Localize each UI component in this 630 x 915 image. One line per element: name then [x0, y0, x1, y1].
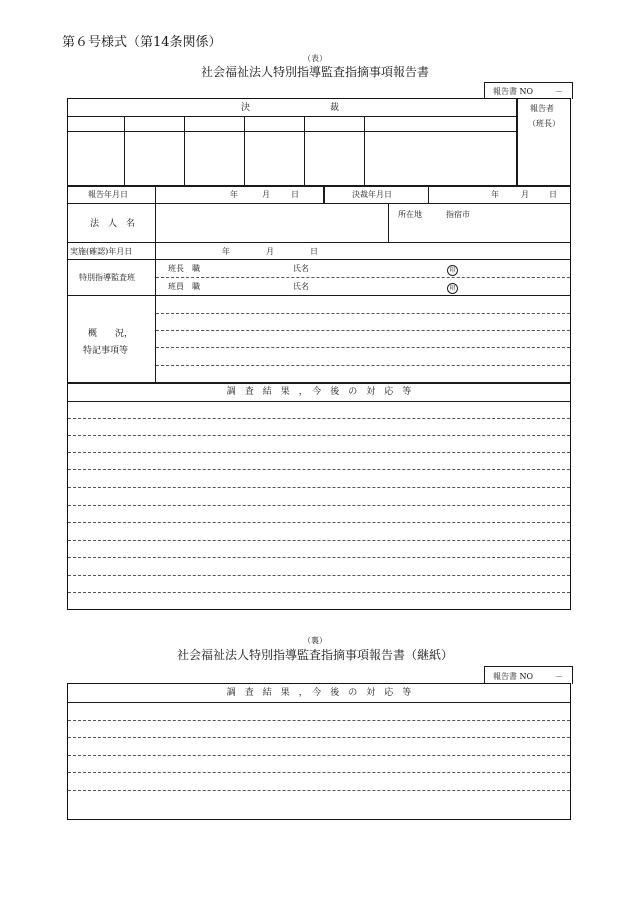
corporation-name-label: 法 人 名: [90, 219, 136, 229]
report-date-day: 日: [291, 190, 299, 199]
report-no-box: [484, 82, 573, 99]
form-number-label: 第６号様式（第14条関係）: [62, 35, 222, 50]
decision-date-year: 年: [491, 190, 499, 199]
implementation-date-label: 実施(確認)年月日: [70, 247, 133, 256]
reporter-label: 報告者: [530, 104, 554, 113]
implementation-day: 日: [310, 247, 318, 256]
report-date-month: 月: [262, 190, 270, 199]
continuation-results-heading: 調 査 結 果 ， 今 後 の 対 応 等: [226, 688, 412, 698]
member-seal-icon: 印: [447, 283, 458, 294]
location-city: 指宿市: [446, 210, 470, 219]
approval-label-1: 決: [241, 103, 251, 113]
leader-seal-icon: 印: [447, 265, 458, 276]
implementation-year: 年: [222, 247, 230, 256]
team-member-label: 班員 職: [168, 282, 200, 291]
remarks-label: 特記事項等: [83, 346, 129, 356]
implementation-month: 月: [266, 247, 274, 256]
continuation-form: [67, 683, 571, 820]
decision-date-month: 月: [521, 190, 529, 199]
team-leader-name-label: 氏名: [293, 264, 309, 273]
report-no-dash-back: －: [555, 672, 563, 681]
team-member-name-label: 氏名: [293, 282, 309, 291]
location-label: 所在地: [398, 210, 422, 219]
front-side-mark: （表）: [303, 54, 327, 63]
team-leader-label: 班長 職: [168, 264, 200, 273]
overview-label: 概 況，: [88, 329, 134, 339]
report-no-label-back: 報告書 NO: [493, 672, 534, 681]
approval-label-2: 裁: [330, 103, 340, 113]
decision-date-day: 日: [549, 190, 557, 199]
report-no-box-back: [484, 666, 573, 684]
report-date-label: 報告年月日: [88, 190, 128, 199]
back-side-mark: （裏）: [303, 636, 327, 645]
reporter-sublabel: （班長）: [528, 119, 560, 128]
continuation-title: 社会福祉法人特別指導監査指摘事項報告書（継紙）: [176, 648, 453, 662]
results-heading: 調 査 結 果 ， 今 後 の 対 応 等: [226, 387, 412, 397]
main-form: [67, 98, 571, 610]
audit-team-label: 特別指導監査班: [79, 273, 135, 282]
document-title: 社会福祉法人特別指導監査指摘事項報告書: [200, 65, 429, 79]
report-no-label: 報告書 NO: [493, 87, 534, 96]
decision-date-label: 決裁年月日: [352, 190, 392, 199]
report-no-dash: －: [555, 87, 563, 96]
report-date-year: 年: [230, 190, 238, 199]
